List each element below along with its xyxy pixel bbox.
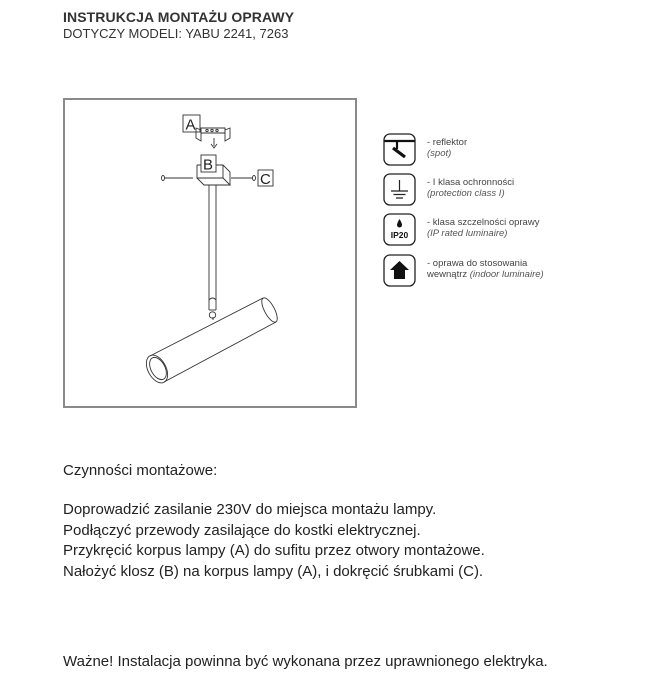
instruction-step: Podłączyć przewody zasilające do kostki elektrycznej.: [63, 521, 421, 539]
legend-label-en: (spot): [427, 148, 452, 159]
spot-icon: [383, 133, 416, 166]
legend-label-pl: - klasa szczelności oprawy: [427, 217, 540, 228]
document-subtitle: DOTYCZY MODELI: YABU 2241, 7263: [63, 26, 289, 41]
label-c: C: [260, 171, 271, 188]
document-title: INSTRUKCJA MONTAŻU OPRAWY: [63, 9, 295, 25]
instruction-step: Nałożyć klosz (B) na korpus lampy (A), i dokręcić śrubkami (C).: [63, 562, 484, 580]
instructions-heading: Czynności montażowe:: [63, 462, 218, 479]
instruction-step: Doprowadzić zasilanie 230V do miejsca montażu lampy.: [63, 501, 437, 518]
legend-label-pl: - I klasa ochronności: [427, 177, 515, 188]
legend-item-spot: [383, 133, 603, 167]
ip20-icon: [383, 213, 416, 246]
legend-item-indoor: [383, 254, 603, 288]
label-b: B: [203, 156, 214, 174]
warning-note: Ważne! Instalacja powinna być wykonana przez uprawnionego elektryka.: [63, 653, 548, 670]
lamp-assembly-drawing: [65, 100, 355, 406]
legend-item-ip-rating: [383, 213, 603, 247]
legend-label-pl: - reflektor: [427, 137, 468, 148]
instruction-step: Przykręcić korpus lampy (A) do sufitu przez otwory montażowe.: [63, 542, 485, 559]
earth-ground-icon: [383, 173, 416, 206]
legend-label-en: (IP rated luminaire): [427, 228, 508, 239]
label-a: A: [185, 116, 196, 134]
legend-label-pl: - oprawa do stosowania: [427, 258, 528, 269]
legend-label-en: (indoor luminaire): [469, 269, 544, 280]
assembly-diagram: [63, 98, 357, 408]
ip20-text: IP20: [390, 230, 409, 240]
legend-item-protection-class: [383, 173, 603, 207]
legend-label-pl-cont: wewnątrz: [427, 269, 470, 280]
indoor-house-icon: [383, 254, 416, 287]
legend-label-en: (protection class I): [427, 188, 505, 199]
instruction-steps: [63, 500, 485, 582]
